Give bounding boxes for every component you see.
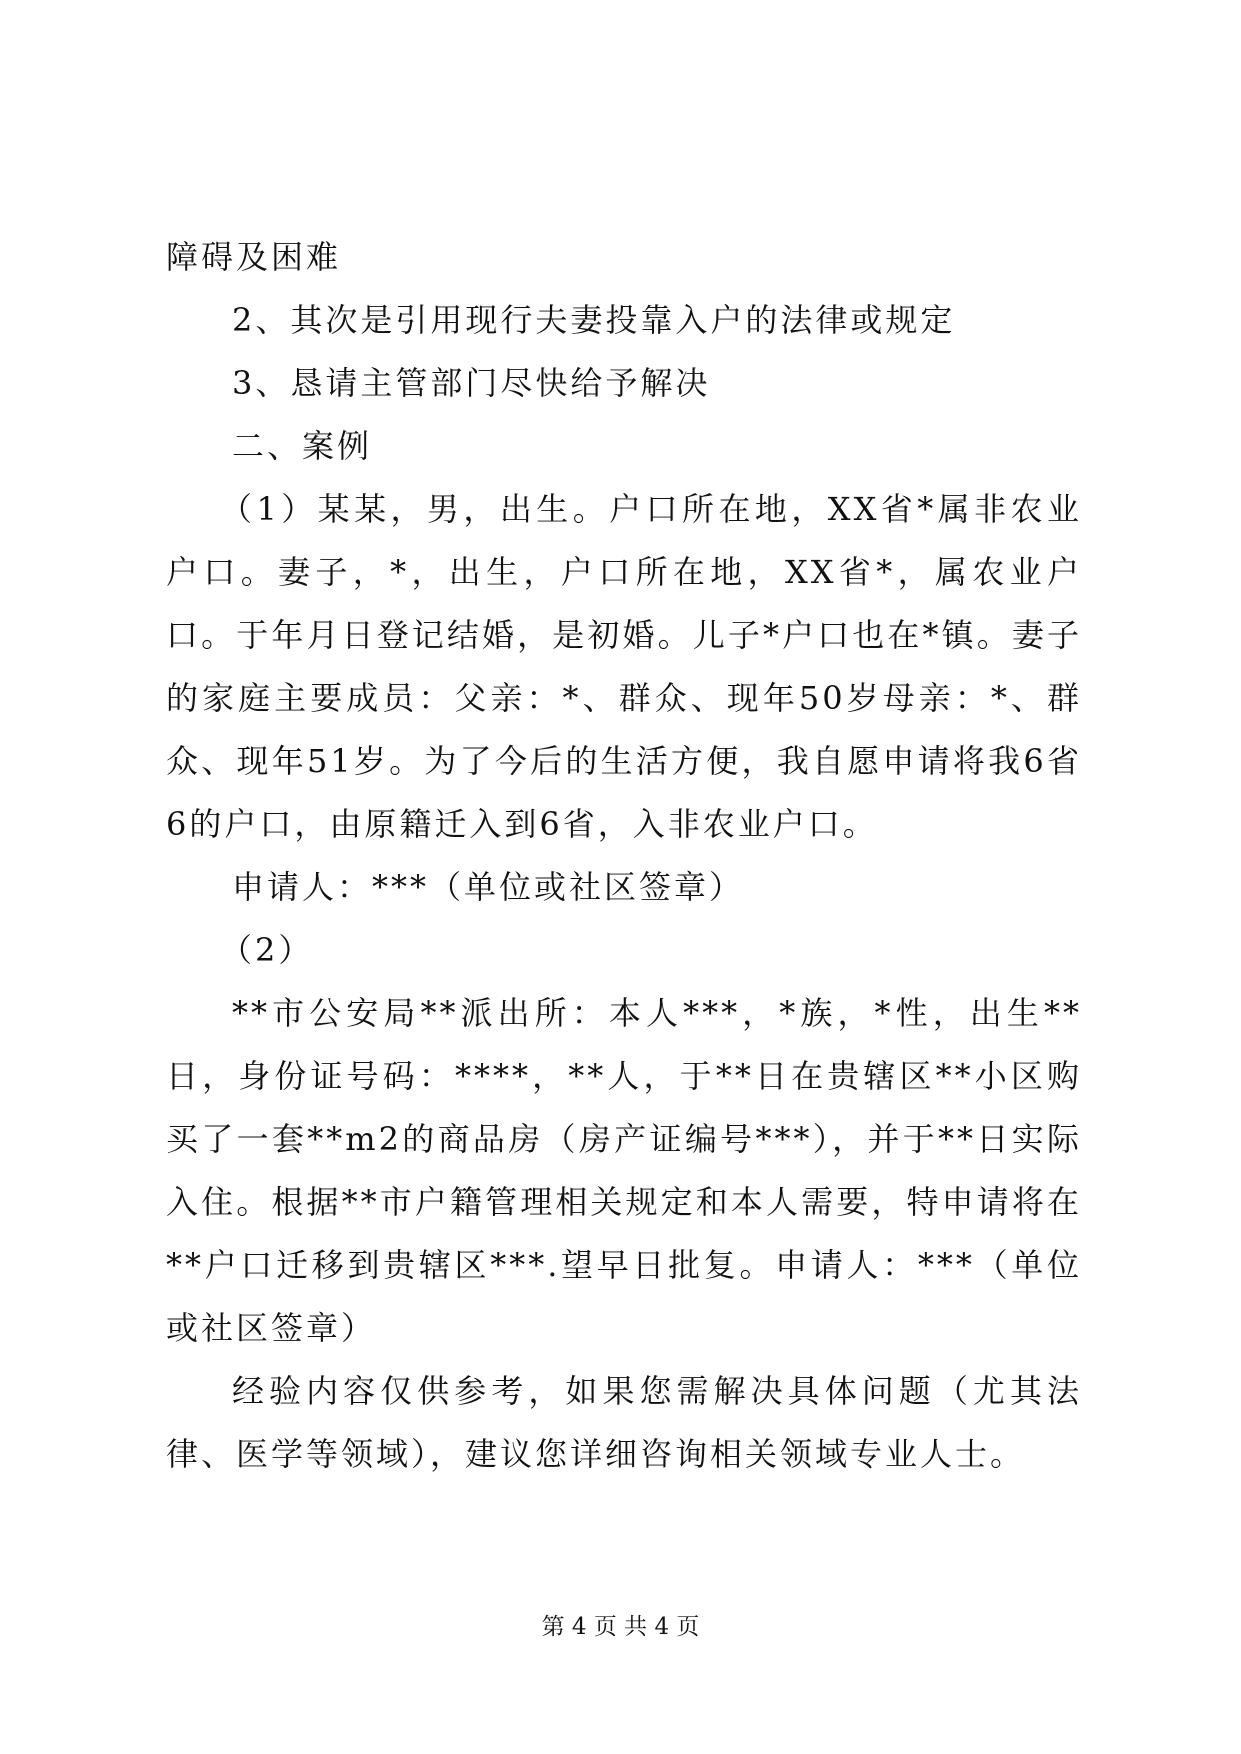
paragraph-item-3: 3、恳请主管部门尽快给予解决 [232,364,711,402]
paragraph-case-1: （1）某某，男，出生。户口所在地，XX省*属非农业户口。妻子，*，出生，户口所在地，XX省*，属农业户口。于年月日登记结婚，是初婚。儿子*户口也在*镇。妻子的家庭主要成员：父亲：*、群众、现年50岁母亲：*、群众、现年51岁。为了今后的生活方便，我自愿申请将我6省6的户口，由原籍迁入到6省，入非农业户口。 [166,490,1082,843]
paragraph-case-2: **市公安局**派出所：本人***，*族，*性，出生**日，身份证号码：****，**人，于**日在贵辖区**小区购买了一套**m2的商品房（房产证编号***），并于**日实际入住。根据**市户籍管理相关规定和本人需要，特申请将在**户口迁移到贵辖区***.望早日批复。申请人：***（单位或社区签章） [166,994,1082,1347]
document-body [166,226,1082,1486]
page-number-footer: 第 4 页 共 4 页 [541,1614,700,1640]
paragraph-disclaimer: 经验内容仅供参考，如果您需解决具体问题（尤其法律、医学等领域），建议您详细咨询相关领域专业人士。 [166,1372,1082,1473]
paragraph-item-2: 2、其次是引用现行夫妻投靠入户的法律或规定 [232,301,956,339]
paragraph-continuation: 障碍及困难 [166,238,342,276]
section-heading-cases: 二、案例 [232,427,373,465]
paragraph-case-2-label: （2） [220,931,314,969]
paragraph-applicant-1: 申请人：***（单位或社区签章） [232,868,745,906]
